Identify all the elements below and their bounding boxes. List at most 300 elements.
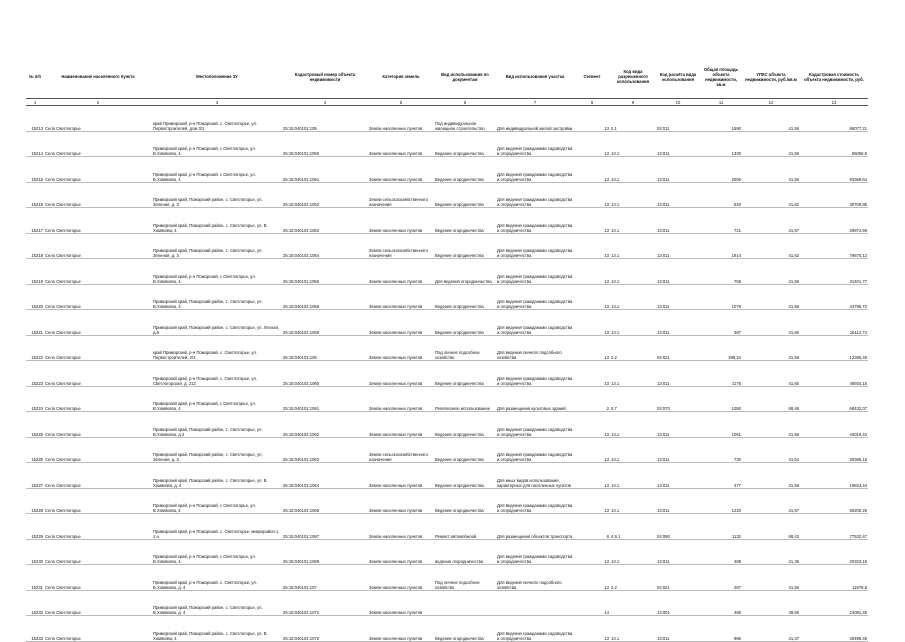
- row-number-cell: 15228: [26, 488, 44, 514]
- cadastral-value-cell: 44019,43: [800, 412, 868, 438]
- land-category-cell: Земли населенных пунктов: [368, 310, 434, 336]
- cadastral-number-cell: 25:15:040101:105: [282, 106, 368, 132]
- calc-use-code-cell: 02:021: [656, 335, 700, 361]
- parcel-use-cell: Для ведения гражданами садоводства и огородничества: [496, 310, 574, 336]
- cadastral-value-cell: 30706,86: [800, 182, 868, 208]
- land-category-cell: Земли населенных пунктов: [368, 208, 434, 234]
- column-header: Местоположение ЗУ: [152, 55, 282, 99]
- permitted-use-code-cell: 2.2: [610, 335, 656, 361]
- area-cell: 1914: [700, 233, 742, 259]
- segment-cell: 13: [574, 157, 610, 183]
- settlement-cell: Село Светлогорье: [44, 616, 152, 642]
- cadastral-number-cell: 25:15:040101:1053: [282, 208, 368, 234]
- area-cell: 986: [700, 616, 742, 642]
- table-row: [26, 386, 868, 412]
- table-row: [26, 565, 868, 591]
- column-header: Кадастровый номер объекта недвижимости: [282, 55, 368, 99]
- permitted-use-code-cell: 2.2: [610, 565, 656, 591]
- area-cell: 1590: [700, 106, 742, 132]
- cadastral-number-cell: 25:15:040101:1059: [282, 310, 368, 336]
- parcel-use-cell: Для размещения культовых зданий: [496, 386, 574, 412]
- permitted-use-code-cell: 13.1: [610, 259, 656, 285]
- table-row: [26, 616, 868, 642]
- row-number-cell: 15217: [26, 208, 44, 234]
- segment-cell: 13: [574, 131, 610, 157]
- location-cell: Приморский край, р-н Пожарский, с Светлогорье, ул. В.Хомякова, 4: [152, 488, 282, 514]
- documented-use-cell: Ведение огородничества: [434, 616, 496, 642]
- table-row: [26, 233, 868, 259]
- cadastral-number-cell: 25:15:040101:1056: [282, 284, 368, 310]
- column-header: Наименование населенного пункта: [44, 55, 152, 99]
- upks-cell: 41,56: [742, 106, 800, 132]
- cadastral-number-cell: 25:15:040101:1054: [282, 233, 368, 259]
- table-row: [26, 361, 868, 387]
- parcel-use-cell: Для ведения гражданами садоводства и огородничества: [496, 131, 574, 157]
- parcel-use-cell: Для ведения гражданами садоводства и огородничества: [496, 539, 574, 565]
- column-number: 2: [44, 99, 152, 106]
- column-number: 10: [656, 99, 700, 106]
- permitted-use-code-cell: 13.1: [610, 310, 656, 336]
- location-cell: Приморский край, Пожарский район, с. Светлогорье, ул. Зеленая, д. 3: [152, 437, 282, 463]
- location-cell: край Приморский, р-н Пожарский, с. Светлогорье, ул. Первостроителей, 2/3: [152, 335, 282, 361]
- column-number: 12: [742, 99, 800, 106]
- table-row: [26, 106, 868, 132]
- land-category-cell: Земли населенных пунктов: [368, 284, 434, 310]
- area-cell: 1175: [700, 361, 742, 387]
- table-row: [26, 590, 868, 616]
- parcel-use-cell: Для ведения гражданами садоводства и огородничества: [496, 208, 574, 234]
- area-cell: 758: [700, 259, 742, 285]
- area-cell: 489: [700, 539, 742, 565]
- calc-use-code-cell: 02:021: [656, 565, 700, 591]
- calc-use-code-cell: 13:011: [656, 539, 700, 565]
- row-number-cell: 15221: [26, 310, 44, 336]
- location-cell: Приморский край, р-н Пожарский, с Светлогорье, ул. В.Хомякова, 4: [152, 131, 282, 157]
- area-cell: 477: [700, 463, 742, 489]
- settlement-cell: Село Светлогорье: [44, 437, 152, 463]
- column-header: № п/п: [26, 55, 44, 99]
- settlement-cell: Село Светлогорье: [44, 106, 152, 132]
- parcel-use-cell: Для ведения личного подсобного хозяйства: [496, 335, 574, 361]
- permitted-use-code-cell: 13.1: [610, 437, 656, 463]
- table-header: [26, 55, 868, 106]
- documented-use-cell: Ведение огородничества: [434, 182, 496, 208]
- segment-cell: 13: [574, 335, 610, 361]
- permitted-use-code-cell: 13.1: [610, 284, 656, 310]
- parcel-use-cell: Для ведения гражданами садоводства и огородничества: [496, 616, 574, 642]
- land-category-cell: Земли населенных пунктов: [368, 259, 434, 285]
- location-cell: Приморский край, Пожарский район, с. Светлогорье, ул. Зеленая, д. 3: [152, 233, 282, 259]
- cadastral-number-cell: 25:15:040101:1064: [282, 463, 368, 489]
- column-header: Кадастровая стоимость объекта недвижимости, руб.: [800, 55, 868, 99]
- documented-use-cell: Ведение огородничества: [434, 488, 496, 514]
- cadastral-value-cell: 29974,59: [800, 208, 868, 234]
- row-number-cell: 15214: [26, 131, 44, 157]
- area-cell: 520: [700, 182, 742, 208]
- column-number: 11: [700, 99, 742, 106]
- documented-use-cell: Ремонт автомобилей: [434, 514, 496, 540]
- cadastral-value-cell: 11676,8: [800, 565, 868, 591]
- row-number-cell: 15223: [26, 361, 44, 387]
- documented-use-cell: Ведение огородничества: [434, 361, 496, 387]
- documented-use-cell: Религиозное использование: [434, 386, 496, 412]
- cadastral-value-cell: 83368,64: [800, 157, 868, 183]
- calc-use-code-cell: 02:011: [656, 106, 700, 132]
- segment-cell: 13: [574, 463, 610, 489]
- parcel-use-cell: Для ведения гражданами садоводства и огородничества: [496, 284, 574, 310]
- documented-use-cell: [434, 590, 496, 616]
- land-category-cell: Земли населенных пунктов: [368, 590, 434, 616]
- cadastral-number-cell: 25:15:040101:1050: [282, 131, 368, 157]
- column-header: Категория земель: [368, 55, 434, 99]
- calc-use-code-cell: 13:011: [656, 412, 700, 438]
- cadastral-number-cell: 25:15:040101:1062: [282, 412, 368, 438]
- table-row: [26, 335, 868, 361]
- column-number: 1: [26, 99, 44, 106]
- column-number: 5: [368, 99, 434, 106]
- parcel-use-cell: Для ведения гражданами садоводства и огородничества: [496, 259, 574, 285]
- parcel-use-cell: [496, 590, 574, 616]
- table-row: [26, 463, 868, 489]
- calc-use-code-cell: 13:011: [656, 361, 700, 387]
- land-category-cell: Земли сельскохозяйственного назначения: [368, 182, 434, 208]
- segment-cell: 14: [574, 590, 610, 616]
- upks-cell: 41,56: [742, 463, 800, 489]
- calc-use-code-cell: 14:001: [656, 590, 700, 616]
- documented-use-cell: Ведение огородничества: [434, 131, 496, 157]
- segment-cell: 13: [574, 539, 610, 565]
- location-cell: Приморский край, р-н Пожарский, с Светлогорье, ул. В.Хомякова, 4: [152, 386, 282, 412]
- upks-cell: 41,56: [742, 131, 800, 157]
- area-cell: 298,24: [700, 335, 742, 361]
- area-cell: 1050: [700, 386, 742, 412]
- row-number-cell: 15213: [26, 106, 44, 132]
- upks-cell: 41,62: [742, 233, 800, 259]
- area-cell: 1061: [700, 412, 742, 438]
- row-number-cell: 15232: [26, 590, 44, 616]
- calc-use-code-cell: 13:011: [656, 208, 700, 234]
- cadastral-number-cell: 25:15:040101:1065: [282, 488, 368, 514]
- location-cell: край Приморский, р-н Пожарский, с. Светлогорье, ул. Первостроителей, дом 3/1: [152, 106, 282, 132]
- location-cell: Приморский край, р-н Пожарский, с. Светлогорье, ул. Светлогорская, д. 212: [152, 361, 282, 387]
- location-cell: Приморский край, р-н Пожарский, с Светлогорье, ул. В.Хомякова, 4: [152, 259, 282, 285]
- land-category-cell: Земли населенных пунктов: [368, 131, 434, 157]
- settlement-cell: Село Светлогорье: [44, 131, 152, 157]
- upks-cell: 41,56: [742, 284, 800, 310]
- row-number-cell: 15216: [26, 182, 44, 208]
- upks-cell: 41,65: [742, 361, 800, 387]
- permitted-use-code-cell: 13.1: [610, 539, 656, 565]
- documented-use-cell: Для ведения огородничества: [434, 259, 496, 285]
- cadastral-value-cell: 30396,16: [800, 437, 868, 463]
- table-row: [26, 157, 868, 183]
- cadastral-number-cell: 25:15:040101:1061: [282, 386, 368, 412]
- parcel-use-cell: Для ведения гражданами садоводства и огородничества: [496, 437, 574, 463]
- parcel-use-cell: Для ведения гражданами садоводства и огородничества: [496, 182, 574, 208]
- table-row: [26, 208, 868, 234]
- cadastral-value-cell: 66077,21: [800, 106, 868, 132]
- segment-cell: 13: [574, 437, 610, 463]
- parcel-use-cell: Для ведения гражданами садоводства и огородничества: [496, 157, 574, 183]
- land-category-cell: Земли населенных пунктов: [368, 539, 434, 565]
- parcel-use-cell: Для индивидуальной жилой застройки: [496, 106, 574, 132]
- upks-cell: 41,56: [742, 157, 800, 183]
- segment-cell: 13: [574, 310, 610, 336]
- calc-use-code-cell: 13:011: [656, 463, 700, 489]
- location-cell: Приморский край, Пожарский район, с. Светлогорье, ул. В. Хомякова, 4: [152, 616, 282, 642]
- calc-use-code-cell: 13:011: [656, 157, 700, 183]
- row-number-cell: 15227: [26, 463, 44, 489]
- cadastral-value-cell: 44795,72: [800, 284, 868, 310]
- land-category-cell: Земли населенных пунктов: [368, 565, 434, 591]
- cadastral-value-cell: 79670,12: [800, 233, 868, 259]
- table-row: [26, 259, 868, 285]
- settlement-cell: Село Светлогорье: [44, 259, 152, 285]
- upks-cell: 41,62: [742, 182, 800, 208]
- segment-cell: 13: [574, 259, 610, 285]
- column-number: 8: [574, 99, 610, 106]
- documented-use-cell: Ведение огородничества: [434, 233, 496, 259]
- column-header: Сегмент: [574, 55, 610, 99]
- column-header: Вид использования участка: [496, 55, 574, 99]
- settlement-cell: Село Светлогорье: [44, 310, 152, 336]
- permitted-use-code-cell: 4.9.1: [610, 514, 656, 540]
- column-header: Вид использования по документам: [434, 55, 496, 99]
- land-category-cell: Земли населенных пунктов: [368, 488, 434, 514]
- table-row: [26, 182, 868, 208]
- location-cell: Приморский край, р-н Пожарский, с Светлогорье, ул. В.Хомякова, 4: [152, 539, 282, 565]
- documented-use-cell: Ведение огородничества: [434, 284, 496, 310]
- column-header: Общая площадь объекта недвижимости, кв.м: [700, 55, 742, 99]
- segment-cell: 13: [574, 182, 610, 208]
- calc-use-code-cell: 13:011: [656, 437, 700, 463]
- cadastral-number-cell: 25:15:040101:1060: [282, 361, 368, 387]
- column-number: 6: [434, 99, 496, 106]
- document-sheet: [26, 55, 868, 642]
- settlement-cell: Село Светлогорье: [44, 233, 152, 259]
- upks-cell: 41,56: [742, 565, 800, 591]
- table-row: [26, 412, 868, 438]
- row-number-cell: 15233: [26, 616, 44, 642]
- documented-use-cell: ведение огородничества: [434, 539, 496, 565]
- permitted-use-code-cell: 13.1: [610, 488, 656, 514]
- cadastral-value-cell: 24081,49: [800, 590, 868, 616]
- permitted-use-code-cell: 13.1: [610, 182, 656, 208]
- upks-cell: 41,57: [742, 208, 800, 234]
- cadastral-number-cell: 25:15:040101:1063: [282, 437, 368, 463]
- parcel-use-cell: Для ведения гражданами садоводства и огородничества: [496, 361, 574, 387]
- permitted-use-code-cell: [610, 590, 656, 616]
- row-number-cell: 15218: [26, 233, 44, 259]
- segment-cell: 13: [574, 565, 610, 591]
- permitted-use-code-cell: 13.1: [610, 131, 656, 157]
- calc-use-code-cell: 13:011: [656, 182, 700, 208]
- documented-use-cell: Ведение огородничества: [434, 208, 496, 234]
- cadastral-number-cell: 25:15:040101:1072: [282, 616, 368, 642]
- land-category-cell: Земли населенных пунктов: [368, 616, 434, 642]
- cadastral-value-cell: 12395,45: [800, 335, 868, 361]
- calc-use-code-cell: 13:011: [656, 616, 700, 642]
- permitted-use-code-cell: 13.1: [610, 412, 656, 438]
- row-number-cell: 15220: [26, 284, 44, 310]
- cadastral-value-cell: 77532,47: [800, 514, 868, 540]
- segment-cell: 13: [574, 616, 610, 642]
- location-cell: Приморский край, р-н Пожарский, с Светлогорье, ул. В.Хомякова, 4: [152, 157, 282, 183]
- table-row: [26, 131, 868, 157]
- row-number-cell: 15229: [26, 514, 44, 540]
- cadastral-number-cell: 25:15:040101:1071: [282, 590, 368, 616]
- cadastral-number-cell: 25:15:040101:1055: [282, 259, 368, 285]
- upks-cell: 68,43: [742, 514, 800, 540]
- documented-use-cell: Ведение огородничества: [434, 463, 496, 489]
- column-number: 13: [800, 99, 868, 106]
- area-cell: 1076: [700, 284, 742, 310]
- settlement-cell: Село Светлогорье: [44, 590, 152, 616]
- permitted-use-code-cell: 13.1: [610, 463, 656, 489]
- parcel-use-cell: Для размещения объектов транспорта: [496, 514, 574, 540]
- table-row: [26, 284, 868, 310]
- row-number-cell: 15222: [26, 335, 44, 361]
- cadastral-number-cell: 25:15:040101:107: [282, 565, 368, 591]
- segment-cell: 2: [574, 386, 610, 412]
- location-cell: Приморский край, р-н Пожарский, с. Светлогорье, ул. В.Хомякова, д. 4: [152, 565, 282, 591]
- column-number: 9: [610, 99, 656, 106]
- settlement-cell: Село Светлогорье: [44, 157, 152, 183]
- calc-use-code-cell: 03:070: [656, 386, 700, 412]
- documented-use-cell: Ведение огородничества: [434, 310, 496, 336]
- table-row: [26, 514, 868, 540]
- settlement-cell: Село Светлогорье: [44, 208, 152, 234]
- table-row: [26, 437, 868, 463]
- settlement-cell: Село Светлогорье: [44, 284, 152, 310]
- location-cell: Приморский край, р-н Пожарский, с. Светлогорье, микрорайон 1, 1 а: [152, 514, 282, 540]
- segment-cell: 13: [574, 106, 610, 132]
- parcel-use-cell: Для ведения гражданами садоводства и огородничества: [496, 412, 574, 438]
- parcel-use-cell: Для ведения личного подсобного хозяйства: [496, 565, 574, 591]
- permitted-use-code-cell: 2.1: [610, 106, 656, 132]
- calc-use-code-cell: 13:011: [656, 131, 700, 157]
- documented-use-cell: Ведение огородничества: [434, 157, 496, 183]
- row-number-cell: 15219: [26, 259, 44, 285]
- calc-use-code-cell: 04:090: [656, 514, 700, 540]
- area-cell: 387: [700, 310, 742, 336]
- land-category-cell: Земли сельскохозяйственного назначения: [368, 437, 434, 463]
- table-row: [26, 488, 868, 514]
- permitted-use-code-cell: 13.1: [610, 233, 656, 259]
- calc-use-code-cell: 13:011: [656, 233, 700, 259]
- cadastral-value-table: [26, 55, 868, 642]
- row-number-cell: 15225: [26, 412, 44, 438]
- upks-cell: 41,64: [742, 437, 800, 463]
- land-category-cell: Земли населенных пунктов: [368, 335, 434, 361]
- segment-cell: 13: [574, 361, 610, 387]
- permitted-use-code-cell: 13.1: [610, 361, 656, 387]
- area-cell: 1330: [700, 131, 742, 157]
- cadastral-number-cell: 25:15:040101:1051: [282, 157, 368, 183]
- calc-use-code-cell: 13:011: [656, 488, 700, 514]
- land-category-cell: Земли населенных пунктов: [368, 514, 434, 540]
- row-number-cell: 15230: [26, 539, 44, 565]
- parcel-use-cell: Для ведения гражданами садоводства и огородничества: [496, 488, 574, 514]
- location-cell: Приморский край, Пожарский район, с. Светлогорье, ул. В. Хомякова, 4: [152, 208, 282, 234]
- upks-cell: 68,49: [742, 386, 800, 412]
- area-cell: 721: [700, 208, 742, 234]
- location-cell: Приморский край, Пожарский район, с. Светлогорье, ул. В.Хомякова, 4: [152, 284, 282, 310]
- permitted-use-code-cell: 13.1: [610, 157, 656, 183]
- settlement-cell: Село Светлогорье: [44, 361, 152, 387]
- location-cell: Приморский край, Пожарский район, с. Светлогорье, ул. В.Хомякова, д.4: [152, 412, 282, 438]
- documented-use-cell: Ведение огородничества: [434, 412, 496, 438]
- upks-cell: 41,57: [742, 488, 800, 514]
- cadastral-value-cell: 40498,46: [800, 616, 868, 642]
- documented-use-cell: Под личное подсобное хозяйство: [434, 335, 496, 361]
- land-category-cell: Земли населенных пунктов: [368, 361, 434, 387]
- land-category-cell: Земли населенных пунктов: [368, 412, 434, 438]
- cadastral-value-cell: 31401,77: [800, 259, 868, 285]
- cadastral-value-cell: 68432,07: [800, 386, 868, 412]
- parcel-use-cell: Для ведения гражданами садоводства и огородничества: [496, 233, 574, 259]
- column-number: 3: [152, 99, 282, 106]
- documented-use-cell: Под личное подсобное хозяйство: [434, 565, 496, 591]
- cadastral-number-cell: 25:15:040101:1052: [282, 182, 368, 208]
- permitted-use-code-cell: 3.7: [610, 386, 656, 412]
- land-category-cell: Земли населенных пунктов: [368, 386, 434, 412]
- settlement-cell: Село Светлогорье: [44, 463, 152, 489]
- segment-cell: 13: [574, 208, 610, 234]
- land-category-cell: Земли населенных пунктов: [368, 157, 434, 183]
- settlement-cell: Село Светлогорье: [44, 539, 152, 565]
- calc-use-code-cell: 13:011: [656, 310, 700, 336]
- location-cell: Приморский край, Пожарский район, с. Светлогорье, ул. В.Хомякова, д. 4: [152, 590, 282, 616]
- area-cell: 485: [700, 590, 742, 616]
- column-number-row: [26, 99, 868, 106]
- segment-cell: 6: [574, 514, 610, 540]
- table-body: [26, 106, 868, 642]
- cadastral-value-cell: 55056,5: [800, 131, 868, 157]
- area-cell: 287: [700, 565, 742, 591]
- settlement-cell: Село Светлогорье: [44, 335, 152, 361]
- column-header: Код расчёта вида использования: [656, 55, 700, 99]
- table-row: [26, 539, 868, 565]
- documented-use-cell: Ведение огородничества: [434, 437, 496, 463]
- area-cell: 1132: [700, 514, 742, 540]
- upks-cell: 49,65: [742, 590, 800, 616]
- settlement-cell: Село Светлогорье: [44, 488, 152, 514]
- column-number: 7: [496, 99, 574, 106]
- land-category-cell: Земли сельскохозяйственного назначения: [368, 233, 434, 259]
- row-number-cell: 15231: [26, 565, 44, 591]
- row-number-cell: 15226: [26, 437, 44, 463]
- segment-cell: 13: [574, 284, 610, 310]
- calc-use-code-cell: 13:011: [656, 259, 700, 285]
- permitted-use-code-cell: 13.1: [610, 616, 656, 642]
- upks-cell: 41,56: [742, 412, 800, 438]
- upks-cell: 41,37: [742, 616, 800, 642]
- column-number: 4: [282, 99, 368, 106]
- settlement-cell: Село Светлогорье: [44, 386, 152, 412]
- parcel-use-cell: Для иных видов использования, характерных для населенных пунктов: [496, 463, 574, 489]
- segment-cell: 13: [574, 233, 610, 259]
- documented-use-cell: Под индивидуальное жилищное строительство: [434, 106, 496, 132]
- column-header: УПКС объекта недвижимости, руб./кв.м: [742, 55, 800, 99]
- row-number-cell: 15215: [26, 157, 44, 183]
- cadastral-value-cell: 16112,74: [800, 310, 868, 336]
- land-category-cell: Земли населенных пунктов: [368, 463, 434, 489]
- column-header-row: [26, 55, 868, 99]
- calc-use-code-cell: 13:011: [656, 284, 700, 310]
- area-cell: 2006: [700, 157, 742, 183]
- column-header: Код вида разрешенного использования: [610, 55, 656, 99]
